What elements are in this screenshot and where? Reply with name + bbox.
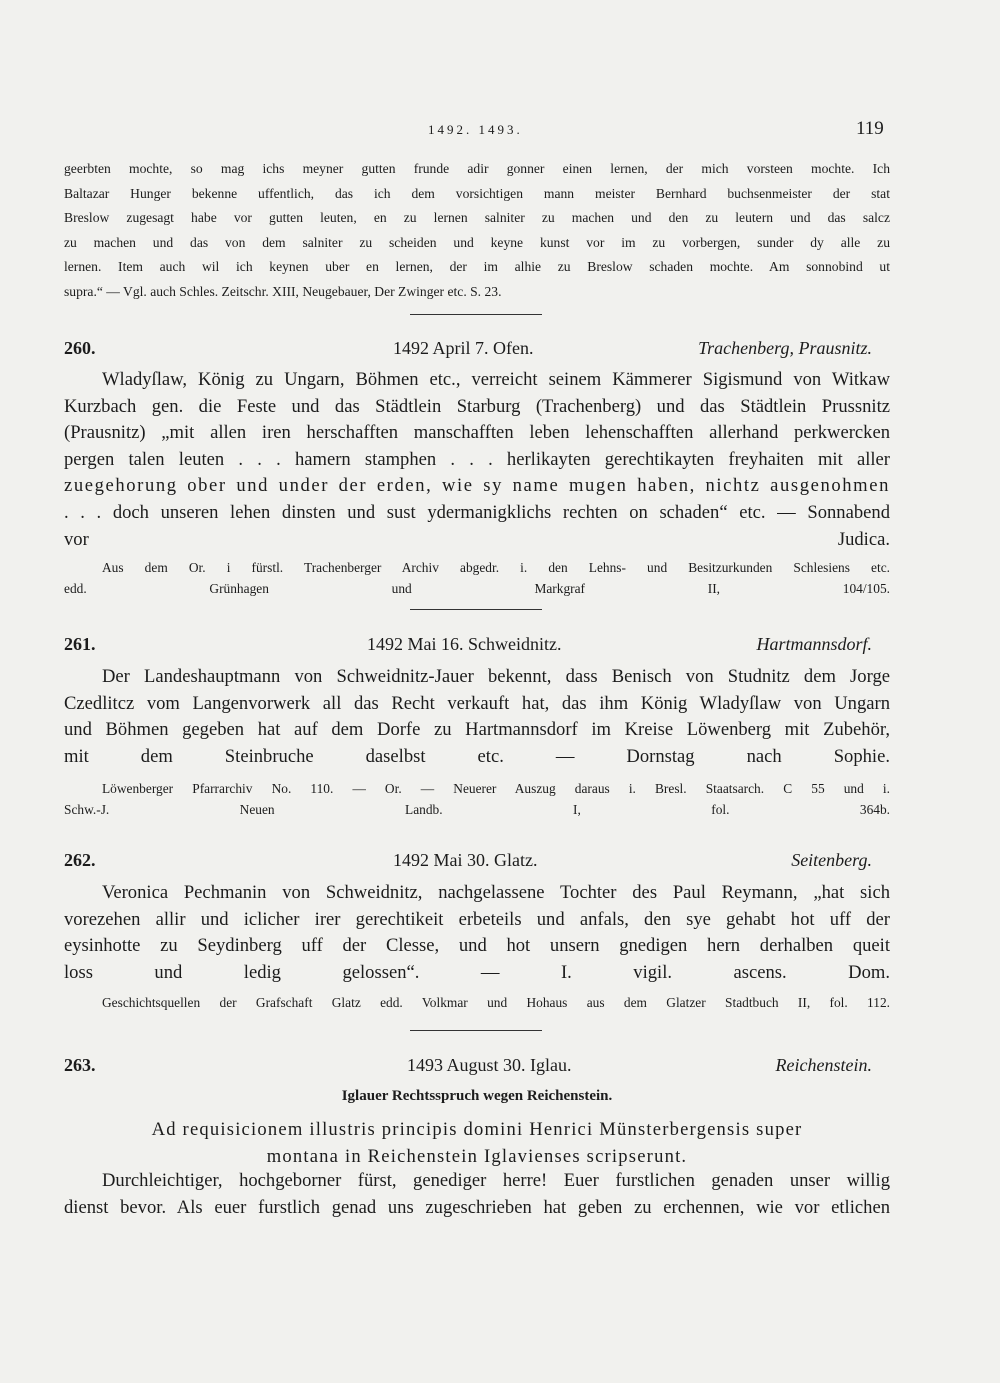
document-heading bbox=[64, 1055, 872, 1081]
running-header-years: 1492. 1493. bbox=[428, 122, 523, 137]
source-note bbox=[64, 557, 890, 599]
text-line: Ad requisicionem illustris principis domini Henrici Münsterbergensis super bbox=[151, 1119, 803, 1140]
text-line: Geschichtsquellen der Grafschaft Glatz edd. Volkmar und Hohaus aus dem Glatzer Stadtbuch II, fol. 112. bbox=[102, 995, 890, 1010]
text-line: zu machen und das von dem salniter zu scheiden und keyne kunst vor im zu vorbergen, sunder dy alle zu bbox=[64, 234, 890, 250]
text-line: vor Judica. bbox=[64, 528, 890, 550]
text-line: vorezehen allir und iclicher irer gerechtikeit erbeteils und anfals, den sye gehabt hot uff der bbox=[64, 908, 890, 930]
document-date: 1492 Mai 30. Glatz. bbox=[393, 850, 538, 870]
source-note bbox=[64, 992, 890, 1013]
document-place: Trachenberg, Prausnitz. bbox=[698, 338, 872, 358]
document-body bbox=[64, 664, 890, 770]
text-line: Wladyſlaw, König zu Ungarn, Böhmen etc., verreicht seinem Kämmerer Sigismund von Witkaw bbox=[102, 369, 890, 390]
document-place: Seitenberg. bbox=[791, 850, 872, 870]
separator-rule bbox=[410, 314, 542, 315]
text-line: zuegehorung ober und under der erden, wie sy name mugen haben, nichtz ausgenohmen bbox=[64, 475, 890, 497]
text-line: (Prausnitz) „mit allen iren herschafften manschafften leben lehenschafften allerhand perkwercken bbox=[64, 422, 890, 444]
document-heading bbox=[64, 634, 872, 660]
document-number: 261. bbox=[64, 634, 96, 654]
document-date: 1492 Mai 16. Schweidnitz. bbox=[367, 634, 562, 654]
text-line: eysinhotte zu Seydinberg uff der Clesse, und hot unsern gnedigen hern derhalben queit bbox=[64, 935, 890, 957]
latin-heading bbox=[64, 1116, 890, 1170]
text-line: geerbten mochte, so mag ichs meyner gutten frunde adir gonner einen lernen, der mich vorsteen mochte. Ich bbox=[64, 161, 890, 176]
text-line: dienst bevor. Als euer furstlich genad uns zugeschrieben hat geben zu erchennen, wie vor etlichen bbox=[64, 1196, 890, 1218]
document-body bbox=[64, 1168, 890, 1221]
document-heading bbox=[64, 850, 872, 876]
text-line: supra.“ — Vgl. auch Schles. Zeitschr. XIII, Neugebauer, Der Zwinger etc. S. 23. bbox=[64, 283, 502, 299]
text-line: Durchleichtiger, hochgeborner fürst, genediger herre! Euer furstlichen genaden unser willig bbox=[102, 1170, 890, 1191]
document-number: 262. bbox=[64, 850, 96, 870]
source-note bbox=[64, 778, 890, 820]
text-line: edd. Grünhagen und Markgraf II, 104/105. bbox=[64, 581, 890, 596]
text-line: . . . doch unseren lehen dinsten und sust ydermanigklichs rechten on schaden“ etc. — Sonnabend bbox=[64, 501, 890, 523]
text-line: Der Landeshauptmann von Schweidnitz-Jauer bekennt, dass Benisch von Studnitz dem Jorge bbox=[102, 666, 890, 687]
document-number: 260. bbox=[64, 338, 96, 358]
document-body bbox=[64, 880, 890, 986]
page-number: 119 bbox=[856, 118, 884, 139]
document-place: Hartmannsdorf. bbox=[756, 634, 872, 654]
document-heading bbox=[64, 338, 872, 364]
text-line: Czedlitcz vom Langenvorwerk all das Recht verkauft hat, das ihm König Wladyſlaw von Ungarn bbox=[64, 692, 890, 714]
text-line: Veronica Pechmanin von Schweidnitz, nachgelassene Tochter des Paul Reymann, „hat sich bbox=[102, 882, 890, 903]
separator-rule bbox=[410, 609, 542, 610]
document-date: 1493 August 30. Iglau. bbox=[407, 1055, 572, 1075]
text-line: Schw.-J. Neuen Landb. I, fol. 364b. bbox=[64, 802, 890, 817]
text-line: montana in Reichenstein Iglavienses scripserunt. bbox=[266, 1146, 688, 1167]
document-number: 263. bbox=[64, 1055, 96, 1075]
separator-rule bbox=[410, 1030, 542, 1031]
text-line: pergen talen leuten . . . hamern stamphen . . . herlikayten gerechtikayten freyhaiten mit aller bbox=[64, 448, 890, 470]
text-line: Löwenberger Pfarrarchiv No. 110. — Or. — Neuerer Auszug daraus i. Bresl. Staatsarch. C 55 und i. bbox=[102, 781, 890, 796]
text-line: lernen. Item auch wil ich keynen uber en lernen, der im alhie zu Breslow schaden mochte. Am sonnobind ut bbox=[64, 259, 890, 275]
text-line: Kurzbach gen. die Feste und das Städtlein Starburg (Trachenberg) und das Städtlein Prussnitz bbox=[64, 395, 890, 417]
text-line: Baltazar Hunger bekenne uffentlich, das ich dem vorsichtigen mann meister Bernhard buchsenmeister der stat bbox=[64, 185, 890, 201]
document-body bbox=[64, 367, 890, 553]
document-place: Reichenstein. bbox=[775, 1055, 872, 1075]
document-date: 1492 April 7. Ofen. bbox=[393, 338, 534, 358]
text-line: und Böhmen gegeben hat auf dem Dorfe zu Hartmannsdorf im Kreise Löwenberg mit Zubehör, bbox=[64, 719, 890, 741]
text-line: loss und ledig gelossen“. — I. vigil. ascens. Dom. bbox=[64, 961, 890, 983]
text-line: mit dem Steinbruche daselbst etc. — Dornstag nach Sophie. bbox=[64, 745, 890, 767]
text-line: Breslow zugesagt habe vor gutten leuten, en zu lernen salniter zu machen und den zu leutern und das salcz bbox=[64, 210, 890, 226]
continuation-text bbox=[64, 157, 890, 305]
document-subtitle: Iglauer Rechtsspruch wegen Reichenstein. bbox=[341, 1088, 613, 1104]
text-line: Aus dem Or. i fürstl. Trachenberger Archiv abgedr. i. den Lehns- und Besitzurkunden Schlesiens etc. bbox=[102, 560, 890, 575]
